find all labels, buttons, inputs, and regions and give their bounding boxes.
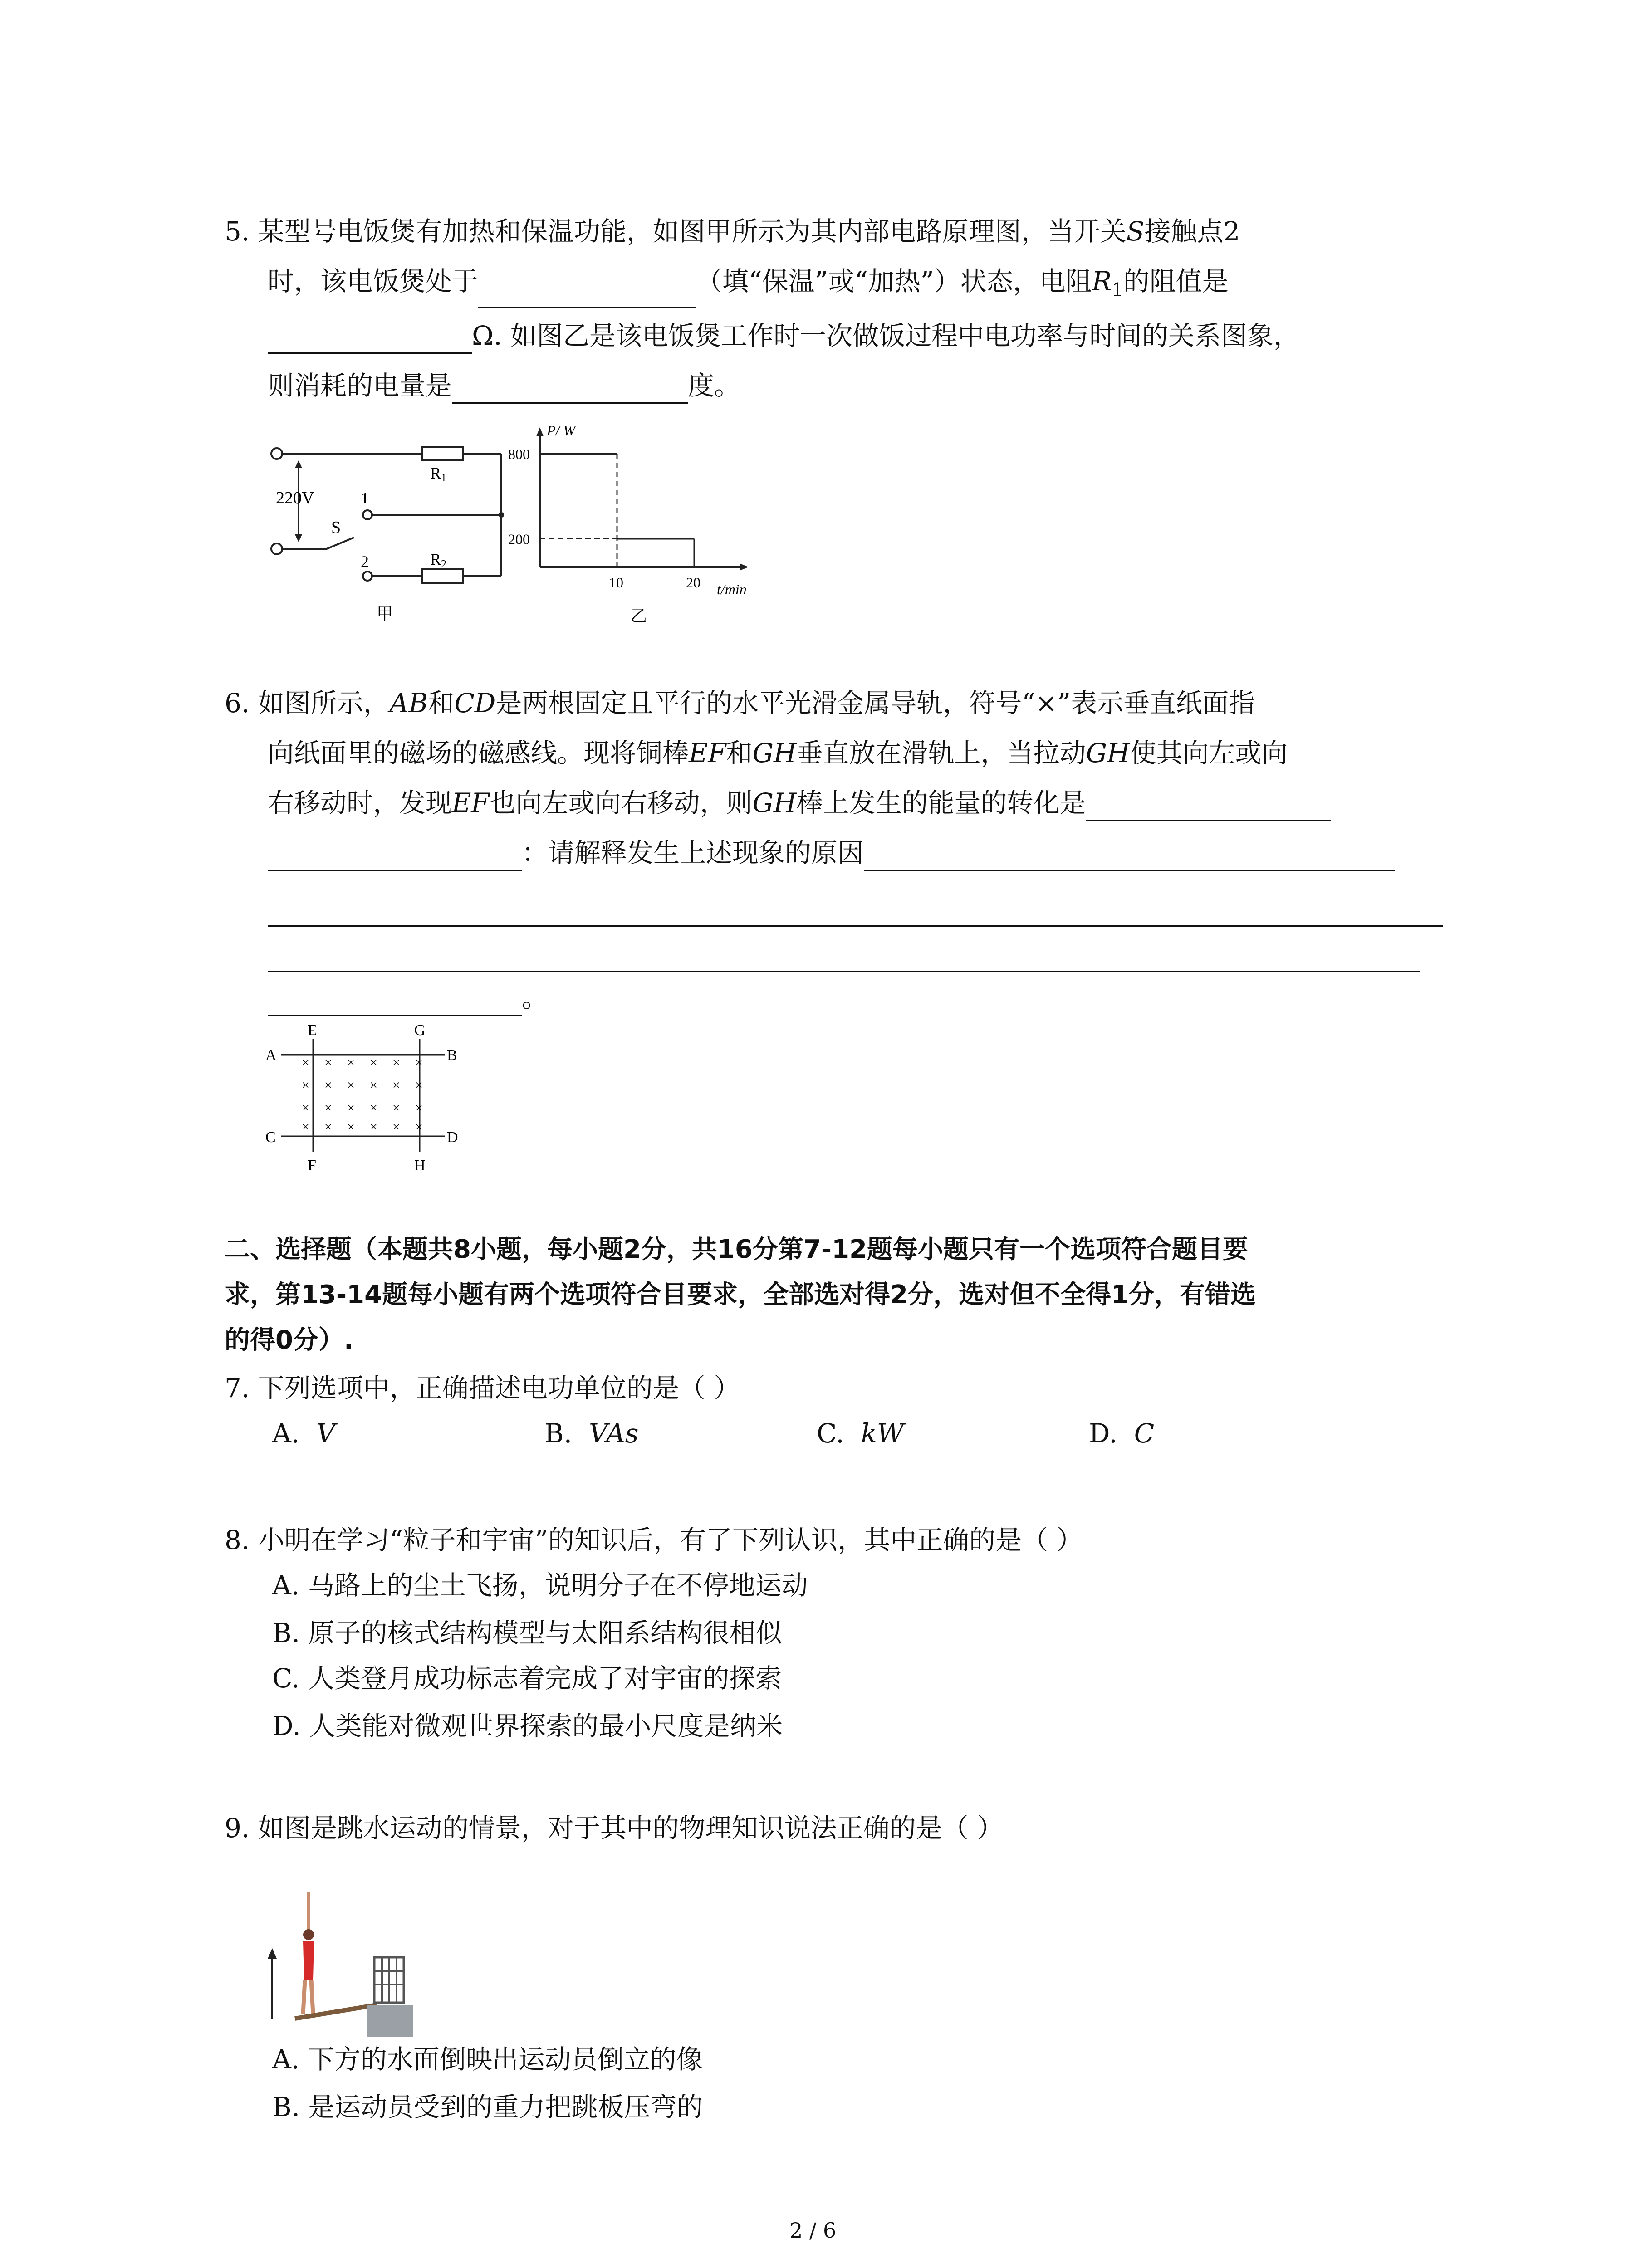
switch-label: S <box>331 518 341 537</box>
q9-stem: 9. 如图是跳水运动的情景，对于其中的物理知识说法正确的是（ ） <box>225 1813 1004 1843</box>
field-mark: × <box>302 1055 309 1070</box>
q6-line-3 <box>268 785 1331 821</box>
option-value: VAs <box>588 1418 639 1449</box>
q5-text: 接触点2 <box>1144 216 1240 247</box>
q8-stem: 8. 小明在学习“粒子和宇宙”的知识后，有了下列认识，其中正确的是（ ） <box>225 1525 1083 1555</box>
rod-ef: EF <box>452 787 490 818</box>
voltage-label: 220V <box>276 489 314 508</box>
resistor-subscript: 1 <box>1112 279 1123 301</box>
q5-text: 的阻值是 <box>1123 266 1229 297</box>
y-tick-label: 800 <box>508 446 530 462</box>
q8-option-d[interactable]: D. 人类能对微观世界探索的最小尺度是纳米 <box>272 1711 783 1741</box>
q7-stem: 7. 下列选项中，正确描述电功单位的是（ ） <box>225 1373 740 1403</box>
field-mark: × <box>370 1100 377 1115</box>
rod-ef: EF <box>689 738 726 768</box>
field-mark: × <box>415 1055 423 1070</box>
r2-label: R <box>430 550 441 568</box>
up-arrow-icon <box>268 1948 277 2019</box>
option-value: V <box>316 1418 336 1449</box>
field-mark: × <box>392 1078 400 1093</box>
circuit-diagram <box>263 435 517 626</box>
q6-text: 。 <box>522 982 549 1013</box>
contact-2-label: 2 <box>361 552 369 571</box>
q5-switch-symbol: S <box>1126 216 1145 247</box>
option-key: C. <box>817 1418 844 1449</box>
terminal-top <box>271 448 282 459</box>
q5-line-2 <box>268 263 1229 308</box>
field-mark: × <box>370 1055 377 1070</box>
field-mark: × <box>347 1100 355 1115</box>
q8-option-a[interactable]: A. 马路上的尘土飞扬，说明分子在不停地运动 <box>272 1570 808 1601</box>
rails-figure <box>263 1021 490 1175</box>
q7-option-d[interactable] <box>1089 1415 1154 1452</box>
q5-text: 时，该电饭煲处于 <box>268 266 479 297</box>
resistor-symbol: R <box>1092 266 1112 297</box>
option-value: C <box>1134 1418 1155 1449</box>
diving-illustration <box>263 1882 445 2046</box>
q8-option-c[interactable]: C. 人类登月成功标志着完成了对宇宙的探索 <box>272 1663 782 1694</box>
q7-option-c[interactable] <box>817 1415 904 1452</box>
answer-blank[interactable] <box>268 987 522 1016</box>
q6-text: 使其向左或向 <box>1130 738 1288 768</box>
field-mark: × <box>324 1119 332 1134</box>
section2-line-1: 二、选择题（本题共8小题，每小题2分，共16分第7-12题每小题只有一个选项符合题目要 <box>225 1235 1248 1264</box>
svg-text:R1 <box>430 464 446 484</box>
q6-text: 右移动时，发现 <box>268 787 452 818</box>
label-c: C <box>265 1129 276 1146</box>
field-mark: × <box>302 1100 309 1115</box>
label-h: H <box>414 1157 426 1174</box>
q6-line-4 <box>268 835 1395 871</box>
label-g: G <box>414 1022 426 1039</box>
x-tick-label: 20 <box>686 574 700 591</box>
q5-text: 度。 <box>688 370 741 401</box>
option-key: D. <box>1089 1418 1117 1449</box>
q5-text: 5. 某型号电饭煲有加热和保温功能，如图甲所示为其内部电路原理图，当开关 <box>225 216 1127 247</box>
q9-option-a[interactable]: A. 下方的水面倒映出运动员倒立的像 <box>272 2044 703 2075</box>
field-mark: × <box>324 1078 332 1093</box>
answer-line[interactable] <box>268 971 1420 972</box>
answer-blank[interactable] <box>268 325 472 354</box>
q6-text: 是两根固定且平行的水平光滑金属导轨，符号“×”表示垂直纸面指 <box>495 688 1255 719</box>
answer-blank[interactable] <box>1086 792 1331 821</box>
field-mark: × <box>370 1078 377 1093</box>
chart-caption: 乙 <box>631 607 647 625</box>
resistor-r2 <box>422 569 463 583</box>
rail-ab: AB <box>389 688 428 719</box>
q5-text: 则消耗的电量是 <box>268 370 452 401</box>
rod-gh: GH <box>752 738 797 768</box>
terminal-bottom <box>271 543 282 554</box>
resistor-r1 <box>422 447 463 460</box>
r2-subscript: 2 <box>441 558 447 570</box>
rod-gh: GH <box>752 787 797 818</box>
switch-lever <box>327 538 354 549</box>
q6-line-7 <box>268 980 548 1016</box>
field-mark: × <box>392 1119 400 1134</box>
label-e: E <box>308 1022 317 1039</box>
q6-text: 和 <box>726 738 753 768</box>
x-tick-label: 10 <box>609 574 623 591</box>
q7-option-b[interactable] <box>544 1415 639 1452</box>
contact-1-label: 1 <box>361 489 369 507</box>
q7-option-a[interactable] <box>272 1415 335 1452</box>
circuit-caption: 甲 <box>377 605 393 623</box>
q6-line-1 <box>225 685 1255 721</box>
q6-text: 6. 如图所示， <box>225 688 390 719</box>
q6-text: 向纸面里的磁场的磁感线。现将铜棒 <box>268 738 689 768</box>
x-axis-label: t/min <box>717 581 747 597</box>
field-mark: × <box>302 1078 309 1093</box>
answer-line[interactable] <box>268 925 1443 927</box>
field-mark: × <box>415 1119 423 1134</box>
q6-text: 和 <box>428 688 455 719</box>
q6-text: 棒上发生的能量的转化是 <box>796 787 1086 818</box>
field-mark: × <box>324 1100 332 1115</box>
field-mark: × <box>347 1119 355 1134</box>
q5-line-1 <box>225 213 1240 249</box>
q5-line-3 <box>268 318 1300 354</box>
label-d: D <box>447 1129 458 1146</box>
q6-text: 也向左或向右移动，则 <box>489 787 753 818</box>
q6-text: 垂直放在滑轨上，当拉动 <box>796 738 1086 768</box>
field-mark: × <box>392 1055 400 1070</box>
contact-1 <box>363 510 372 519</box>
field-mark: × <box>347 1055 355 1070</box>
field-mark: × <box>347 1078 355 1093</box>
q5-text: Ω. 如图乙是该电饭煲工作时一次做饭过程中电功率与时间的关系图象， <box>472 320 1300 351</box>
field-mark: × <box>302 1119 309 1134</box>
option-value: kW <box>861 1418 904 1449</box>
option-key: B. <box>544 1418 573 1449</box>
option-key: A. <box>272 1418 300 1449</box>
page-number: 2 / 6 <box>789 2218 837 2243</box>
q5-line-4 <box>268 367 740 404</box>
r1-subscript: 1 <box>441 472 447 484</box>
field-mark: × <box>392 1100 400 1115</box>
label-f: F <box>308 1157 316 1174</box>
section2-line-3: 的得0分）. <box>225 1325 354 1355</box>
rod-gh: GH <box>1086 738 1130 768</box>
answer-blank[interactable] <box>478 280 696 308</box>
answer-blank[interactable] <box>268 842 522 871</box>
svg-text:R2 <box>430 550 446 570</box>
q9-option-b[interactable]: B. 是运动员受到的重力把跳板压弯的 <box>272 2092 703 2122</box>
r1-label: R <box>430 464 441 482</box>
diver-icon <box>303 1892 314 2014</box>
answer-blank[interactable] <box>864 842 1395 871</box>
section2-line-2: 求，第13-14题每小题有两个选项符合目要求，全部选对得2分，选对但不全得1分，有错选 <box>225 1280 1256 1310</box>
q8-option-b[interactable]: B. 原子的核式结构模型与太阳系结构很相似 <box>272 1618 782 1648</box>
contact-2 <box>363 572 372 581</box>
field-mark: × <box>370 1119 377 1134</box>
field-mark: × <box>415 1100 423 1115</box>
field-mark: × <box>324 1055 332 1070</box>
power-series <box>508 446 700 591</box>
magnetic-field-marks <box>302 1055 423 1134</box>
q5-text: （填“保温”或“加热”）状态，电阻 <box>696 266 1092 297</box>
label-b: B <box>447 1047 457 1064</box>
q6-line-2 <box>268 735 1288 771</box>
field-mark: × <box>415 1078 423 1093</box>
label-a: A <box>265 1047 277 1064</box>
y-tick-label: 200 <box>508 531 530 547</box>
answer-blank[interactable] <box>452 375 688 404</box>
q6-text: ：请解释发生上述现象的原因 <box>522 837 864 868</box>
power-time-chart <box>499 422 780 626</box>
y-axis-label: P/ W <box>547 422 576 439</box>
rail-cd: CD <box>454 688 496 719</box>
